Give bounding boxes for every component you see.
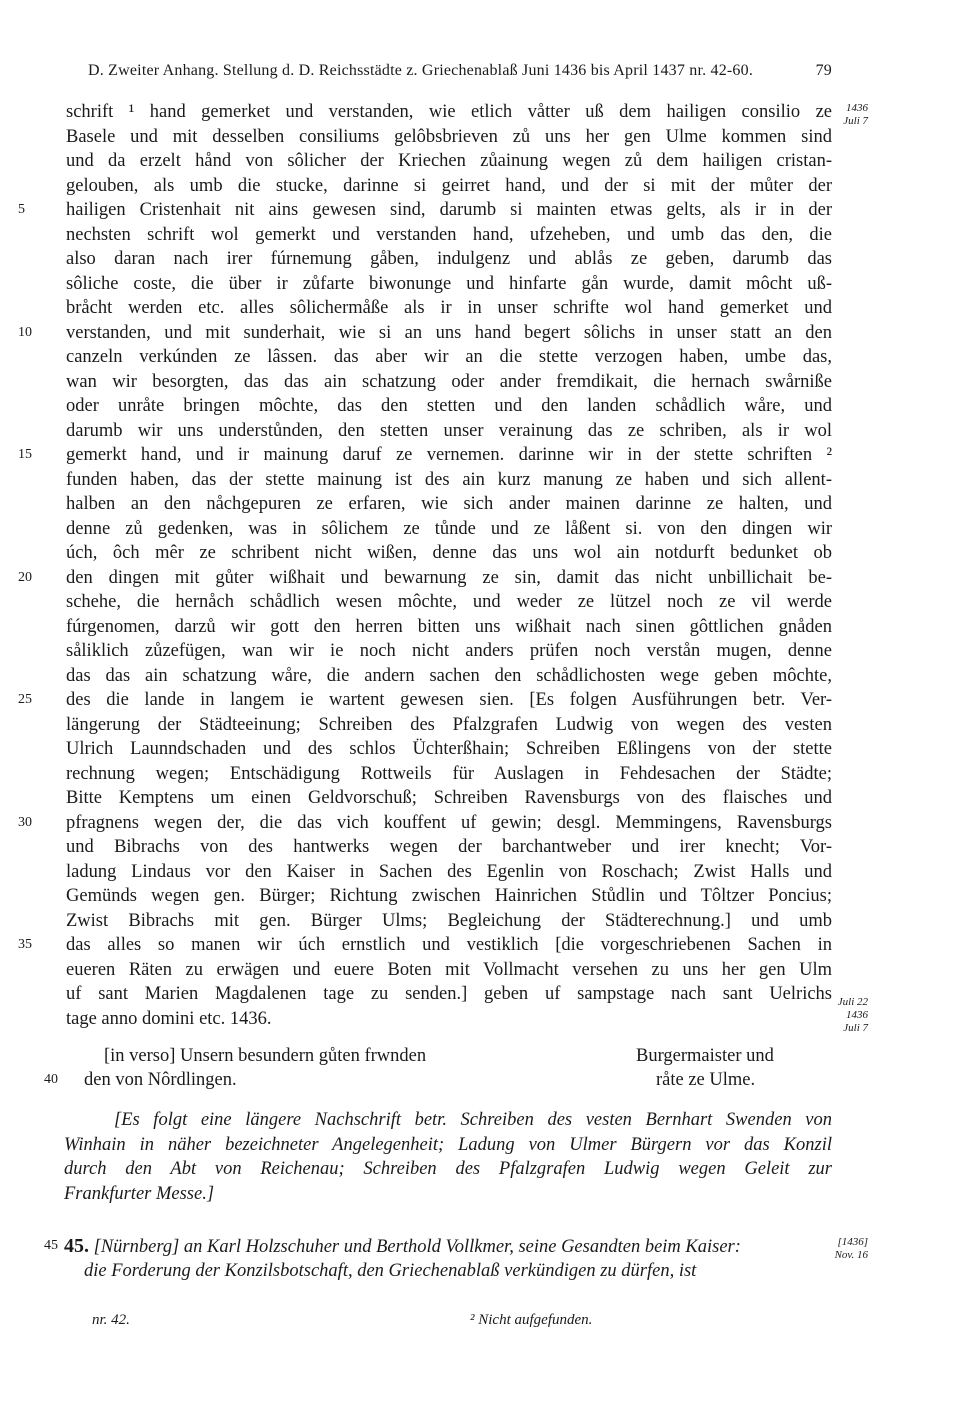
line-number: 20: [18, 569, 32, 585]
doc-number: 45.: [64, 1235, 89, 1257]
text-line: längerung der Städteeinung; Schreiben des Pfalzgrafen Ludwig von wegen des vesten: [66, 714, 832, 735]
line-text: gemerkt hand, und ir mainung daruf ze vernemen. darinne wir in der stette schriften ²: [66, 445, 832, 465]
main-text: [18, 100, 832, 1031]
line-number: 45: [44, 1238, 58, 1253]
text-line: [18, 443, 832, 468]
text-line: fúrgenomen, darzů wir gott den herren bitten uns wißhait nach sinen gôttlichen gnåden: [66, 616, 832, 637]
text-line: Ulrich Launndschaden und des schlos Üchterßhain; Schreiben Eßlingens von der stette: [66, 739, 832, 759]
text-line: ladung Lindaus vor den Kaiser in Sachen des Egenlin von Roschach; Zwist Halls und: [66, 861, 832, 882]
text-line: uf sant Marien Magdalenen tage zu senden.] geben uf sampstage nach sant Uelrichs: [66, 984, 832, 1004]
text-line: schrift ¹ hand gemerket und verstanden, wie etlich våtter uß dem hailigen consilio ze: [66, 102, 832, 122]
text-line: [18, 688, 832, 713]
line-number: 15: [18, 447, 32, 462]
text-line: das das ain schatzung wåre, die andern sachen den schådlichosten wege geben môchte,: [66, 665, 832, 686]
line-text: pfragnens wegen der, die das vich kouffent uf gewin; desgl. Memmingens, Ravensburgs: [66, 812, 832, 833]
text-line: halben an den nåchgepuren ze erfaren, wie sich ander mainen darinne ze halten, und: [66, 494, 832, 514]
line-text: verstanden, und mit sunderhait, wie si an uns hand begert sôlichs in unser statt an den: [66, 322, 832, 343]
margin-date-1: 1436 Juli 7: [843, 102, 868, 127]
text-line: gelouben, als umb die stucke, darinne si geirret hand, und der si mit der můter der: [66, 175, 832, 196]
line-number: 30: [18, 814, 32, 830]
header-title: D. Zweiter Anhang. Stellung d. D. Reichsstädte z. Griechenablaß Juni 1436 bis April 1437 nr. 42-60.: [88, 62, 754, 79]
text-line: und Bibrachs von des hantwerks wegen der barchantweber und irer knecht; Vor-: [66, 837, 832, 857]
address-recipient: 40 den von Nôrdlingen.: [84, 1068, 237, 1093]
margin-date-2: Juli 22 1436 Juli 7: [837, 996, 868, 1034]
postscript-summary: [64, 1108, 832, 1206]
text-line: nechsten schrift wol gemerkt und verstanden hand, ufzeheben, und umb das den, die: [66, 224, 832, 245]
text-line: [Es folgt eine längere Nachschrift betr. Schreiben des vesten Bernhart Swenden von: [114, 1110, 832, 1130]
line-number: 35: [18, 937, 32, 952]
text-line: und da erzelt hånd von sôlicher der Kriechen zůainung wegen zů dem hailigen cristan-: [66, 151, 832, 171]
running-header: [88, 62, 832, 80]
address-verso: [in verso] Unsern besundern gůten frwnden: [104, 1046, 427, 1066]
text-line: also daran nach irer fúrnemung gåben, indulgenz und ablås ze geben, darumb das: [66, 249, 832, 269]
line-number: 10: [18, 324, 32, 340]
text-line: Bitte Kemptens um einen Geldvorschuß; Schreiben Ravensburgs von des flaisches und: [66, 788, 832, 808]
text-line: canzeln verkúnden ze lâssen. das aber wir an die stette verzogen haben, umbe das,: [66, 347, 832, 367]
text-line: Gemünds wegen gen. Bürger; Richtung zwischen Hainrichen Stůdlin und Tôltzer Poncius;: [66, 886, 832, 906]
text-line: sôliche coste, die über ir zůfarte biwonunge und hinfarte gån wurde, damit môcht uß-: [66, 273, 832, 294]
text-line: [18, 198, 832, 223]
text-line: funden haben, das der stette mainung ist des ain kurz manung ze haben und sich allent-: [66, 469, 832, 490]
line-number: 25: [18, 692, 32, 707]
line-text: hailigen Cristenhait nit ains gewesen sind, darumb si mainten etwas gelts, als ir in der: [66, 200, 832, 220]
footnote-reference: nr. 42.: [92, 1312, 130, 1328]
text-line: durch den Abt von Reichenau; Schreiben des Pfalzgrafen Ludwig wegen Geleit zur: [64, 1159, 832, 1179]
text-line: [18, 933, 832, 958]
text-line: [18, 321, 832, 346]
line-number: 40: [44, 1072, 58, 1087]
text-line: Basele und mit desselben consiliums gelôbsbrieven zů uns her gen Ulme kommen sind: [66, 126, 832, 147]
doc45-line-1: 45 45. [Nürnberg] an Karl Holzschuher und Berthold Vollkmer, seine Gesandten beim Kaiser:: [44, 1235, 741, 1257]
document-45-heading: [44, 1234, 824, 1283]
margin-date-3: [1436] Nov. 16: [834, 1236, 868, 1261]
text-line: schehe, die hernåch schådlich wesen môchte, und weder ze lützel noch ze vil werde: [66, 592, 832, 612]
text-line: oder unråte bringen môchte, das den stetten und den landen schådlich wåre, und: [66, 396, 832, 416]
line-number: 5: [18, 202, 25, 217]
line-text: das alles so manen wir úch ernstlich und vestiklich [die vorgeschriebenen Sachen in: [66, 935, 832, 955]
text-line: Zwist Bibrachs mit gen. Bürger Ulms; Begleichung der Städterechnung.] und umb: [66, 910, 832, 931]
text-line: bråcht werden etc. alles sôlichermåße als ir in unser schrifte wol hand gemerket und: [66, 298, 832, 318]
text-line: Winhain in näher bezeichneter Angelegenheit; Ladung von Ulmer Bürgern vor das Konzil: [64, 1134, 832, 1155]
footnote-2: ² Nicht aufgefunden.: [470, 1312, 593, 1328]
sender-line-1: Burgermaister und: [636, 1046, 774, 1066]
text-line: darumb wir uns understůnden, den stetten unser verainung das ze schriben, als ir wol: [66, 420, 832, 441]
text-line: rechnung wegen; Entschädigung Rottweils für Auslagen in Fehdesachen der Städte;: [66, 763, 832, 784]
doc45-line-2: die Forderung der Konzilsbotschaft, den Griechenablaß verkündigen zu dürfen, ist: [84, 1260, 697, 1281]
sender-line-2: råte ze Ulme.: [656, 1070, 756, 1090]
line-text: des die lande in langem ie wartent gewesen sien. [Es folgen Ausführungen betr. Ver-: [66, 690, 832, 710]
line-text: den dingen mit gůter wißhait und bewarnung ze sin, damit das nicht unbillichait be-: [66, 567, 832, 588]
text-line: eueren Räten zu erwägen und euere Boten mit Vollmacht versehen zu uns her gen Ulm: [66, 959, 832, 980]
text-line: tage anno domini etc. 1436.: [66, 1008, 272, 1029]
text-line: denne zů gedenken, was in sôlichem ze tůnde und ze låßent si. von den dingen wir: [66, 518, 832, 539]
page-number: 79: [815, 62, 832, 79]
text-line: såliklich zůzefügen, wan wir ie noch nicht anders prüfen noch verstån mugen, denne: [66, 641, 832, 661]
text-line: úch, ôch mêr ze schribent nicht wißen, denne das uns wol ain notdurft bedunket ob: [66, 543, 832, 563]
text-line: [18, 811, 832, 836]
text-line: Frankfurter Messe.]: [64, 1183, 215, 1204]
text-line: [18, 566, 832, 591]
text-line: wan wir besorgten, das das ain schatzung oder ander fremdikait, die hernach swårniße: [66, 371, 832, 392]
